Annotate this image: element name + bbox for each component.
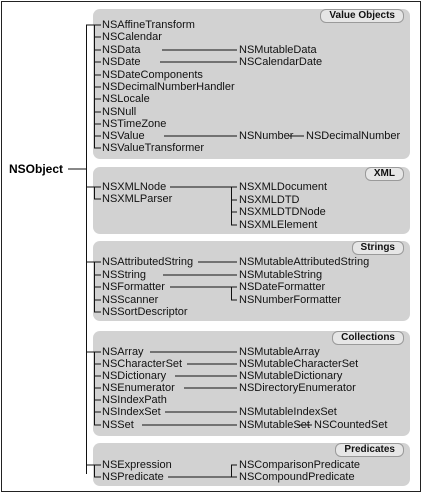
class-nssortdescriptor: NSSortDescriptor — [102, 306, 188, 318]
class-nsset: NSSet — [102, 419, 134, 431]
group-title-xml: XML — [365, 167, 404, 181]
group-title-value-objects: Value Objects — [320, 9, 404, 23]
class-nscalendar: NSCalendar — [102, 31, 162, 43]
class-nsaffinetransform: NSAffineTransform — [102, 19, 195, 31]
class-nslocale: NSLocale — [102, 93, 150, 105]
class-nsnull: NSNull — [102, 106, 137, 118]
class-nsindexpath: NSIndexPath — [102, 394, 167, 406]
class-nsvaluetransformer: NSValueTransformer — [102, 142, 205, 154]
class-nsdate: NSDate — [102, 56, 141, 68]
class-nspredicate: NSPredicate — [102, 471, 164, 483]
class-nscalendardate: NSCalendarDate — [239, 56, 323, 68]
class-nsmutabledictionary: NSMutableDictionary — [239, 370, 343, 382]
class-nsdirectoryenumerator: NSDirectoryEnumerator — [239, 382, 356, 394]
class-nsmutableattributedstring: NSMutableAttributedString — [239, 256, 370, 268]
class-nsdecimalnumberhandler: NSDecimalNumberHandler — [102, 81, 235, 93]
class-nsformatter: NSFormatter — [102, 281, 165, 293]
class-nsscanner: NSScanner — [102, 294, 159, 306]
class-nsdata: NSData — [102, 44, 141, 56]
class-nsmutablestring: NSMutableString — [239, 269, 323, 281]
class-nsattributedstring: NSAttributedString — [102, 256, 194, 268]
class-nsdateformatter: NSDateFormatter — [239, 281, 326, 293]
class-nsnumber: NSNumber — [239, 130, 294, 142]
class-nsmutabledata: NSMutableData — [239, 44, 317, 56]
class-nsmutableindexset: NSMutableIndexSet — [239, 406, 337, 418]
class-nsxmldocument: NSXMLDocument — [239, 181, 328, 193]
class-nsindexset: NSIndexSet — [102, 406, 161, 418]
class-nscharacterset: NSCharacterSet — [102, 358, 183, 370]
class-nstimezone: NSTimeZone — [102, 118, 167, 130]
class-nscomparisonpredicate: NSComparisonPredicate — [239, 459, 361, 471]
class-nscompoundpredicate: NSCompoundPredicate — [239, 471, 355, 483]
class-nsstring: NSString — [102, 269, 147, 281]
class-nsdictionary: NSDictionary — [102, 370, 167, 382]
root-class-nsobject: NSObject — [9, 162, 64, 176]
class-nsdatecomponents: NSDateComponents — [102, 69, 203, 81]
group-title-strings: Strings — [352, 241, 404, 255]
class-nsxmlnode: NSXMLNode — [102, 181, 167, 193]
class-nsmutableset: NSMutableSet — [239, 419, 310, 431]
class-nsvalue: NSValue — [102, 130, 145, 142]
class-nsarray: NSArray — [102, 346, 144, 358]
class-nscountedset: NSCountedSet — [314, 419, 388, 431]
class-nsxmlparser: NSXMLParser — [102, 193, 173, 205]
class-nsxmldtdnode: NSXMLDTDNode — [239, 206, 326, 218]
class-nsxmldtd: NSXMLDTD — [239, 194, 300, 206]
group-title-predicates: Predicates — [335, 443, 404, 457]
class-nsdecimalnumber: NSDecimalNumber — [306, 130, 401, 142]
class-nsmutablearray: NSMutableArray — [239, 346, 320, 358]
group-title-collections: Collections — [332, 331, 404, 345]
class-nsmutablecharacterset: NSMutableCharacterSet — [239, 358, 359, 370]
class-nsenumerator: NSEnumerator — [102, 382, 175, 394]
class-nsxmlelement: NSXMLElement — [239, 219, 318, 231]
class-nsexpression: NSExpression — [102, 459, 172, 471]
class-nsnumberformatter: NSNumberFormatter — [239, 294, 342, 306]
